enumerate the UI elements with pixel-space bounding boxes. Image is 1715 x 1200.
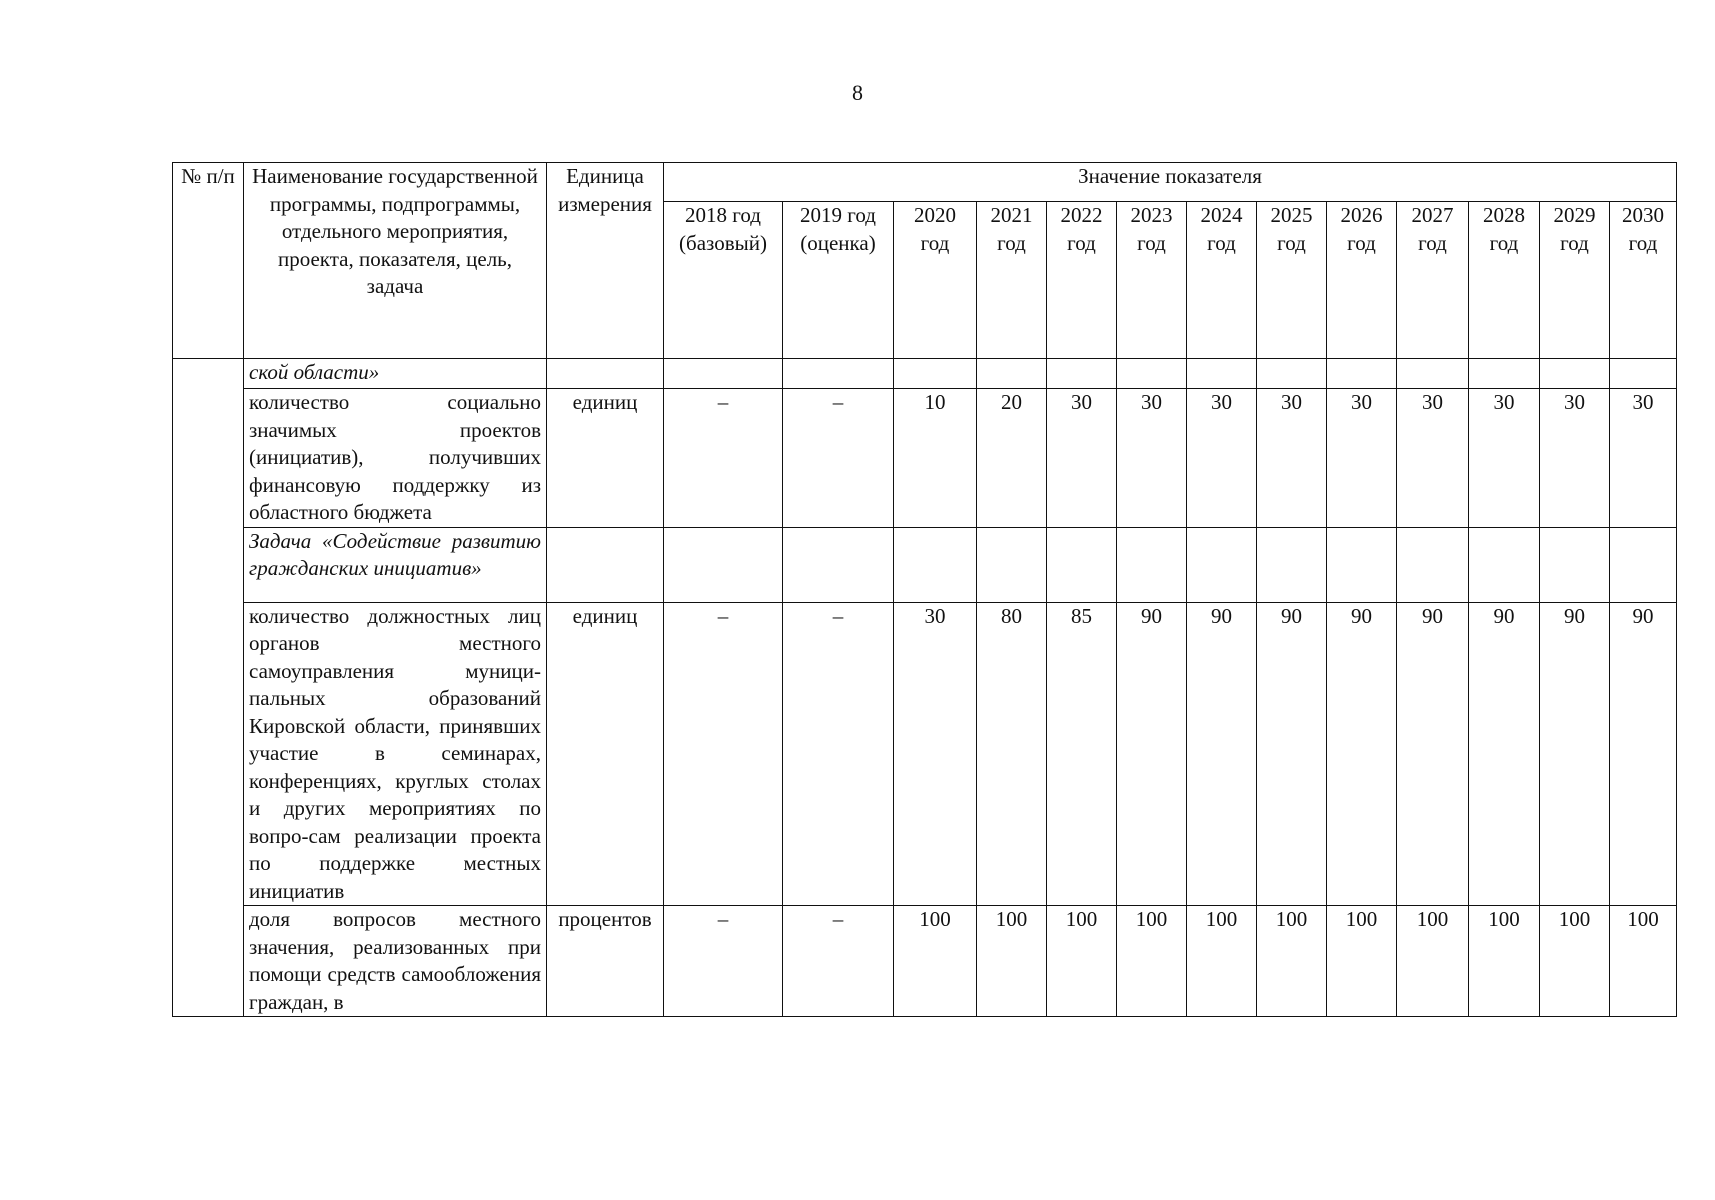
row-value [1047, 359, 1117, 389]
row-value: 100 [1397, 906, 1469, 1017]
header-num: № п/п [173, 163, 244, 359]
table-row [173, 359, 1677, 389]
row-value [977, 359, 1047, 389]
header-year: 2022 год [1047, 202, 1117, 359]
row-value: 80 [977, 602, 1047, 906]
row-value: 100 [1257, 906, 1327, 1017]
row-value: – [783, 906, 894, 1017]
row-value [1397, 527, 1469, 602]
row-value: 30 [1047, 389, 1117, 528]
header-year: 2024 год [1187, 202, 1257, 359]
row-value: 30 [1610, 389, 1677, 528]
row-value: 90 [1610, 602, 1677, 906]
header-year: 2027 год [1397, 202, 1469, 359]
row-unit: единиц [547, 389, 664, 528]
row-value: – [664, 389, 783, 528]
row-value [1257, 527, 1327, 602]
row-value: 30 [1117, 389, 1187, 528]
row-value: 90 [1469, 602, 1540, 906]
header-year: 2028 год [1469, 202, 1540, 359]
row-value: 100 [1540, 906, 1610, 1017]
row-value: 30 [1540, 389, 1610, 528]
row-value [1610, 359, 1677, 389]
row-value: 100 [1327, 906, 1397, 1017]
header-year: 2019 год (оценка) [783, 202, 894, 359]
page-number: 8 [852, 80, 863, 105]
row-value [894, 359, 977, 389]
row-name: количество социально значимых проектов (инициатив), получивших финансовую поддержку из областного бюджета [244, 389, 547, 528]
row-value [1257, 359, 1327, 389]
row-value: 90 [1187, 602, 1257, 906]
row-value: – [783, 389, 894, 528]
row-value: 90 [1327, 602, 1397, 906]
row-value: 20 [977, 389, 1047, 528]
row-value: – [783, 602, 894, 906]
row-value: 90 [1117, 602, 1187, 906]
header-year: 2029 год [1540, 202, 1610, 359]
row-value: 10 [894, 389, 977, 528]
header-year: 2026 год [1327, 202, 1397, 359]
row-value: 100 [894, 906, 977, 1017]
row-value [1469, 359, 1540, 389]
row-value [1047, 527, 1117, 602]
row-unit [547, 527, 664, 602]
header-name: Наименование государственной программы, подпрограммы, отдельного мероприятия, проекта, показателя, цель, задача [244, 163, 547, 359]
row-value: 90 [1257, 602, 1327, 906]
row-value [1117, 527, 1187, 602]
header-year: 2023 год [1117, 202, 1187, 359]
row-value [1327, 527, 1397, 602]
row-value: 100 [1469, 906, 1540, 1017]
row-value: 30 [1469, 389, 1540, 528]
row-value: 30 [894, 602, 977, 906]
row-name: доля вопросов местного значения, реализованных при помощи средств самообложения граждан, в [244, 906, 547, 1017]
row-value [783, 359, 894, 389]
table-row [173, 906, 1677, 1017]
row-value [1187, 527, 1257, 602]
row-unit [547, 359, 664, 389]
row-value: 90 [1397, 602, 1469, 906]
row-value [1117, 359, 1187, 389]
header-row [173, 163, 1677, 202]
row-value [1327, 359, 1397, 389]
row-value [1397, 359, 1469, 389]
table-row [173, 389, 1677, 528]
row-value [1610, 527, 1677, 602]
table-row [173, 602, 1677, 906]
row-value: – [664, 602, 783, 906]
row-value [664, 359, 783, 389]
header-year: 2021 год [977, 202, 1047, 359]
row-value: 85 [1047, 602, 1117, 906]
row-value [664, 527, 783, 602]
row-value: 90 [1540, 602, 1610, 906]
row-value [1469, 527, 1540, 602]
row-value: 100 [1610, 906, 1677, 1017]
indicator-table [172, 162, 1677, 1017]
row-name: Задача «Содействие развитию гражданских инициатив» [244, 527, 547, 602]
row-number-cell [173, 359, 244, 1017]
row-value: 30 [1327, 389, 1397, 528]
header-year: 2018 год (базовый) [664, 202, 783, 359]
row-value: 30 [1187, 389, 1257, 528]
header-year: 2025 год [1257, 202, 1327, 359]
header-value-group: Значение показателя [664, 163, 1677, 202]
row-value: 30 [1257, 389, 1327, 528]
row-value: 100 [977, 906, 1047, 1017]
header-year: 2020 год [894, 202, 977, 359]
row-value: 30 [1397, 389, 1469, 528]
header-year: 2030 год [1610, 202, 1677, 359]
row-unit: процентов [547, 906, 664, 1017]
row-value [1540, 359, 1610, 389]
row-value [1187, 359, 1257, 389]
row-value [977, 527, 1047, 602]
row-value [1540, 527, 1610, 602]
row-value: 100 [1187, 906, 1257, 1017]
row-value [894, 527, 977, 602]
table-row [173, 527, 1677, 602]
row-value: 100 [1047, 906, 1117, 1017]
row-name: ской области» [244, 359, 547, 389]
row-unit: единиц [547, 602, 664, 906]
row-value: 100 [1117, 906, 1187, 1017]
row-name: количество должностных лиц органов местного самоуправления муници-пальных образований Кировской области, принявших участие в семинарах, конференциях, круглых столах и других мероприятиях по вопро-сам реализации проекта по поддержке местных инициатив [244, 602, 547, 906]
header-unit: Единица измерения [547, 163, 664, 359]
row-value [783, 527, 894, 602]
row-value: – [664, 906, 783, 1017]
